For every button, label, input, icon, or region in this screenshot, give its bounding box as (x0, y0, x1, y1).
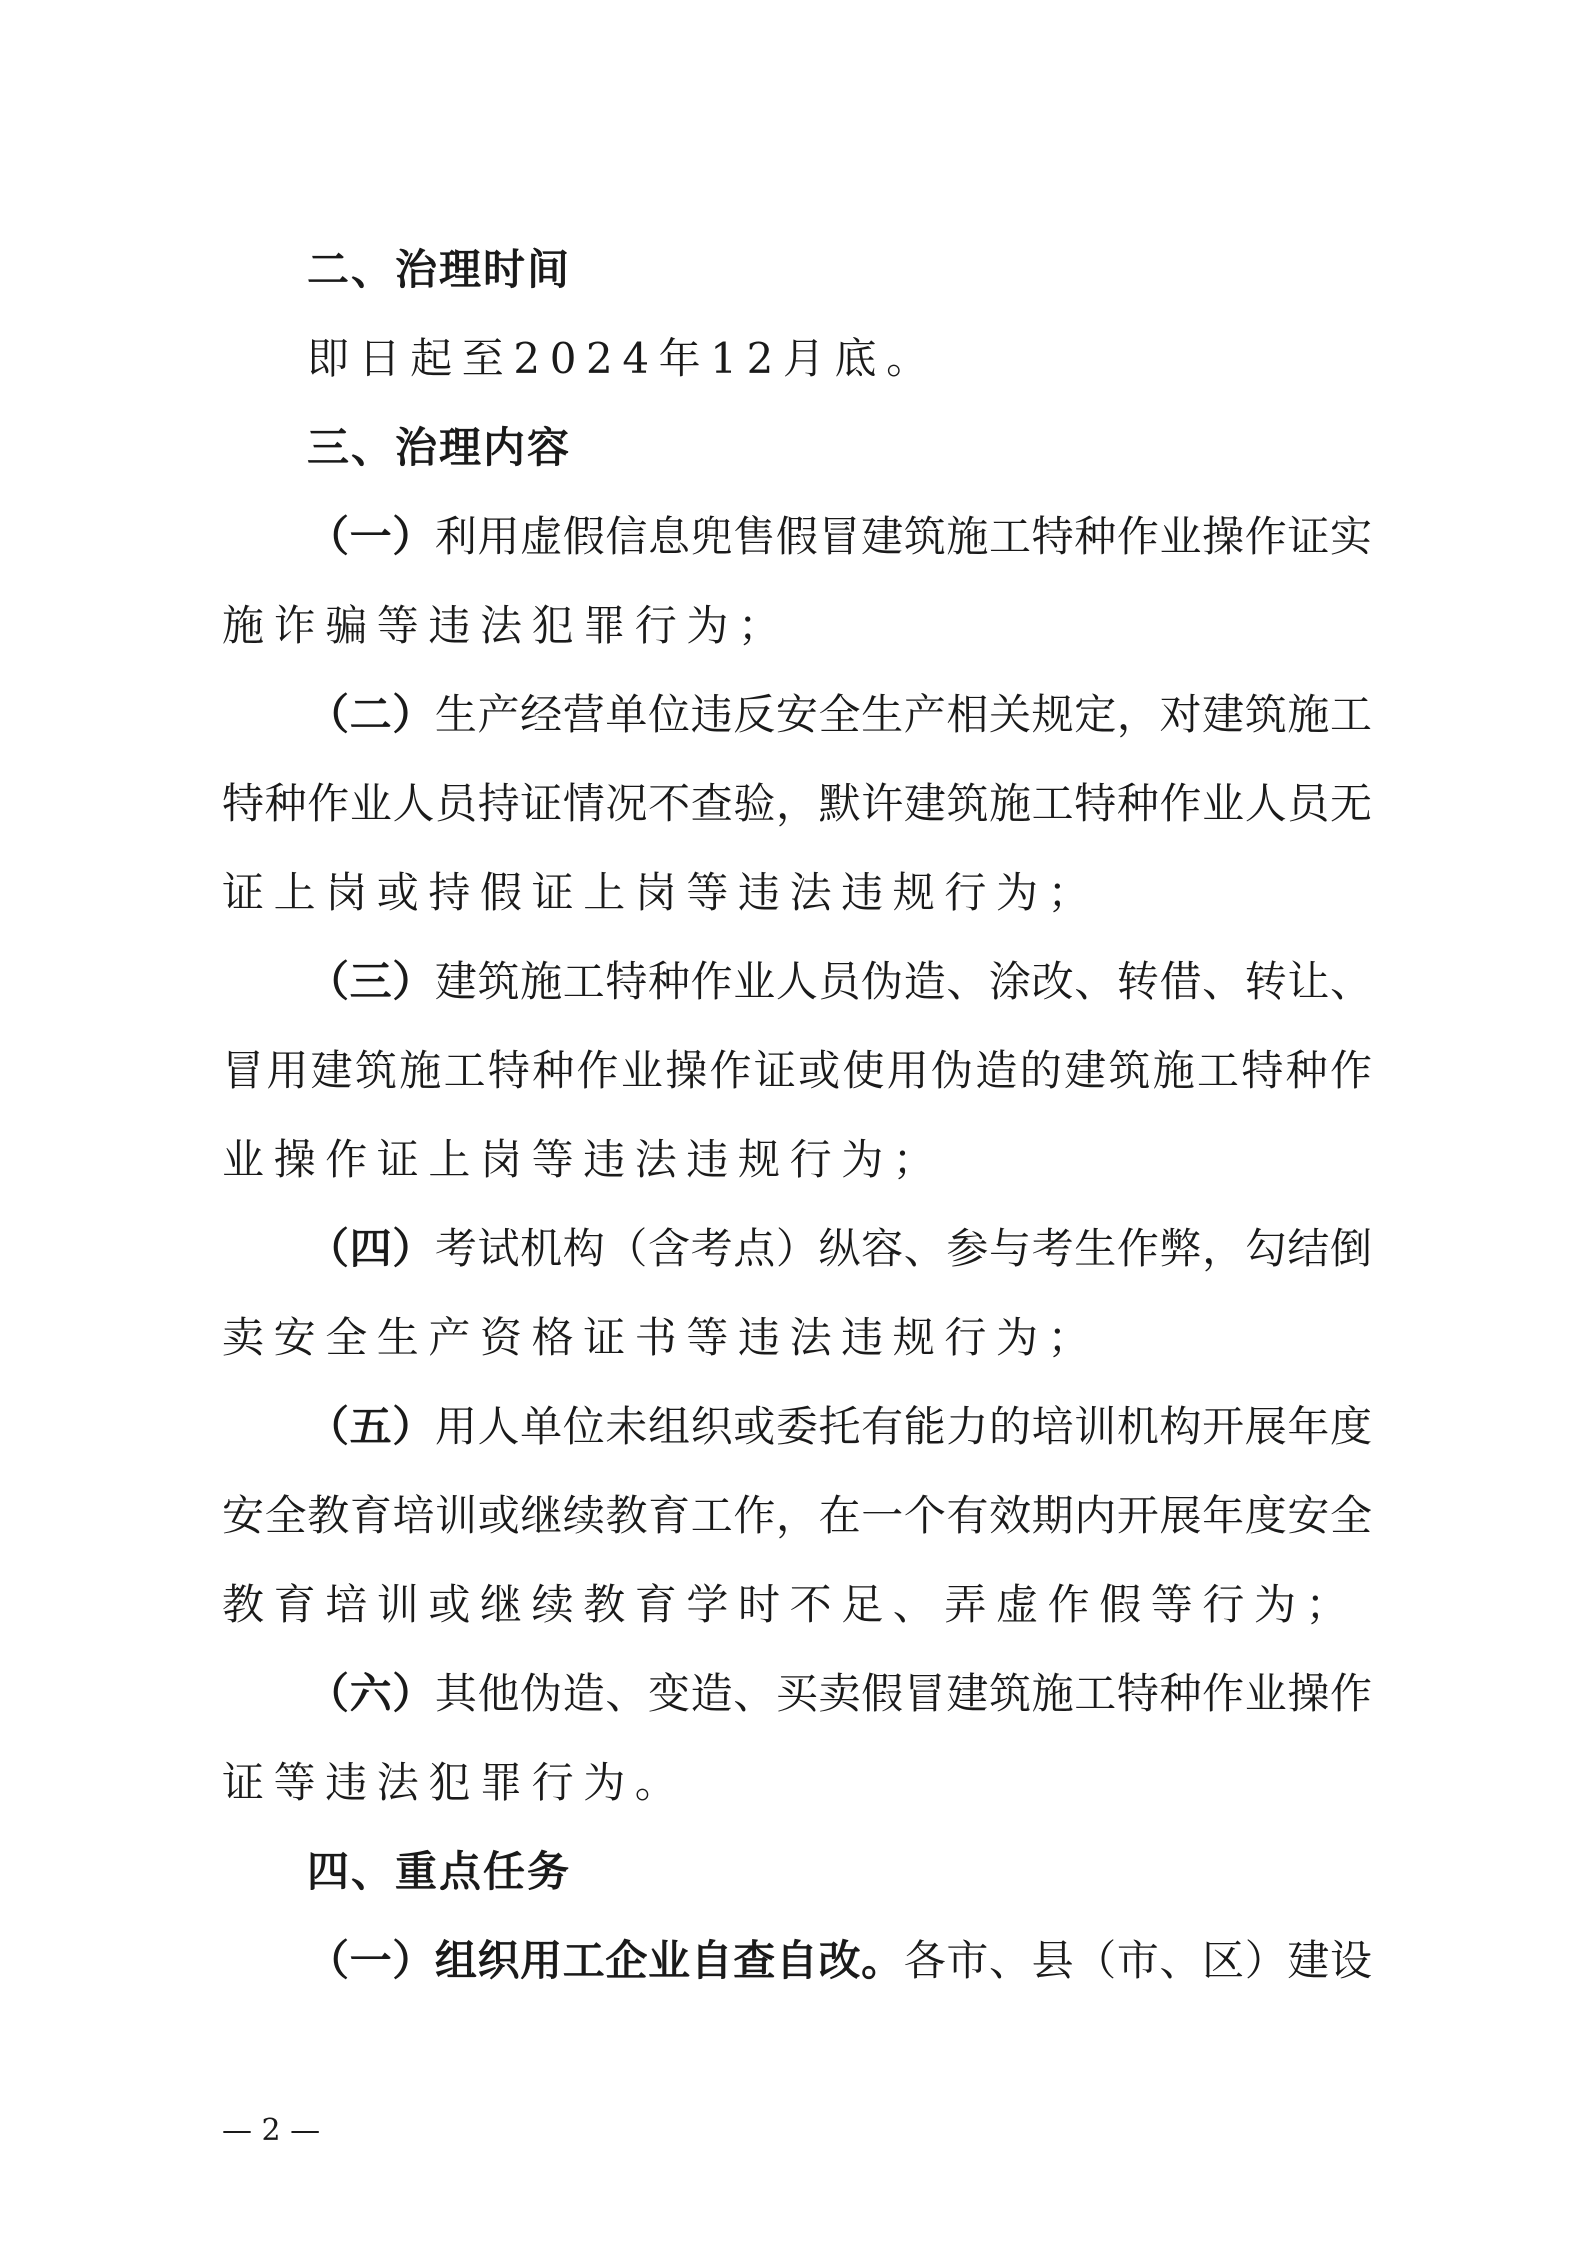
content-item-3-line-2: 冒用建筑施工特种作业操作证或使用伪造的建筑施工特种作 (222, 1046, 1372, 1095)
task-item-1-title: 组织用工企业自查自改。 (434, 1936, 904, 1985)
content-item-5-marker: （五） (307, 1402, 435, 1451)
content-item-1-text: 利用虚假信息兜售假冒建筑施工特种作业操作证实 (434, 512, 1372, 561)
content-item-6-line-1 (307, 1664, 1372, 1724)
content-item-1-line-1 (307, 507, 1372, 567)
content-item-5-line-3: 教育培训或继续教育学时不足、弄虚作假等行为； (222, 1580, 1358, 1629)
content-item-2-line-1 (307, 685, 1372, 745)
content-item-3-marker: （三） (307, 957, 435, 1006)
content-item-5-line-1 (307, 1397, 1372, 1457)
content-item-4-marker: （四） (307, 1224, 435, 1273)
content-item-3-text: 建筑施工特种作业人员伪造、涂改、转借、转让、 (434, 957, 1372, 1006)
content-item-4-line-2: 卖安全生产资格证书等违法违规行为； (222, 1313, 1100, 1362)
content-item-5-text: 用人单位未组织或委托有能力的培训机构开展年度 (434, 1402, 1372, 1451)
content-item-3-line-1 (307, 952, 1372, 1012)
content-item-5-line-2: 安全教育培训或继续教育工作，在一个有效期内开展年度安全 (222, 1491, 1372, 1540)
content-item-1-marker: （一） (307, 512, 435, 561)
task-item-1-text: 各市、县（市、区）建设 (903, 1936, 1372, 1985)
section-time-text: 即日起至2024年12月底。 (307, 334, 938, 383)
section-heading-tasks: 四、重点任务 (307, 1847, 572, 1896)
content-item-1-line-2: 施诈骗等违法犯罪行为； (222, 601, 790, 650)
task-item-1-line-1 (307, 1931, 1372, 1991)
section-heading-time: 二、治理时间 (307, 245, 572, 294)
content-item-2-line-3: 证上岗或持假证上岗等违法违规行为； (222, 868, 1100, 917)
content-item-2-text: 生产经营单位违反安全生产相关规定，对建筑施工 (434, 690, 1372, 739)
content-item-6-text: 其他伪造、变造、买卖假冒建筑施工特种作业操作 (434, 1669, 1372, 1718)
content-item-4-line-1 (307, 1219, 1372, 1279)
task-item-1-marker: （一） (307, 1936, 435, 1985)
page-number: — 2 — (222, 2113, 321, 2148)
section-heading-content: 三、治理内容 (307, 423, 572, 472)
content-item-3-line-3: 业操作证上岗等违法违规行为； (222, 1135, 945, 1184)
content-item-2-line-2: 特种作业人员持证情况不查验，默许建筑施工特种作业人员无 (222, 779, 1372, 828)
content-item-2-marker: （二） (307, 690, 435, 739)
content-item-6-marker: （六） (307, 1669, 435, 1718)
content-item-6-line-2: 证等违法犯罪行为。 (222, 1758, 687, 1807)
content-item-4-text: 考试机构（含考点）纵容、参与考生作弊，勾结倒 (434, 1224, 1372, 1273)
